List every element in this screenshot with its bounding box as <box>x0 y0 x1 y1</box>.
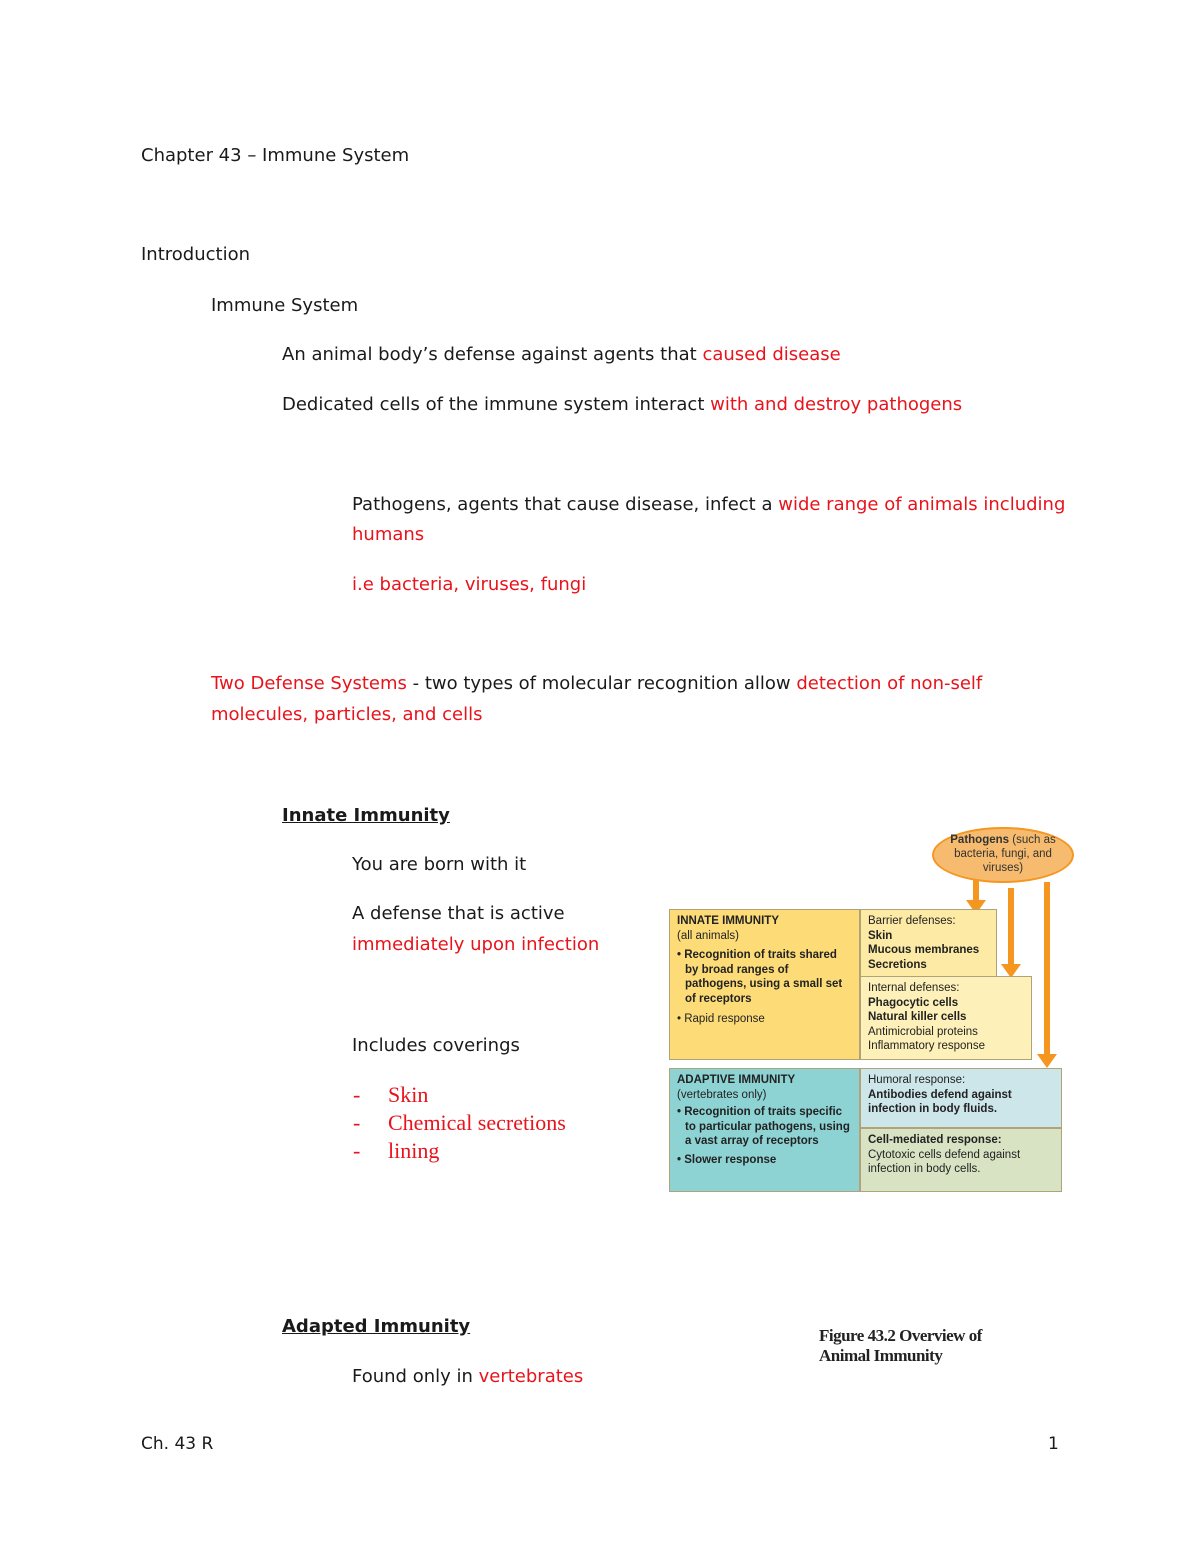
immune-system-heading: Immune System <box>211 295 359 316</box>
pathogens-oval-title: Pathogens <box>950 834 1010 846</box>
barrier-item: Secretions <box>868 958 927 971</box>
innate-heading: Innate Immunity <box>282 805 450 826</box>
adaptive-box-sub: (vertebrates only) <box>677 1088 767 1101</box>
adaptive-immunity-box <box>669 1068 860 1192</box>
innate-box-sub: (all animals) <box>677 929 739 942</box>
pathogens-line-2: humans <box>352 524 425 545</box>
two-defense-highlight: detection of non-self <box>796 673 983 694</box>
adaptive-box-bullet-1: • Recognition of traits specific to particular pathogens, using a vast array of receptors <box>677 1106 850 1147</box>
barrier-defenses-box <box>860 909 997 984</box>
two-defense-line-2: molecules, particles, and cells <box>211 704 483 725</box>
innate-coverings: Includes coverings <box>352 1035 520 1056</box>
page-title: Chapter 43 – Immune System <box>141 145 410 166</box>
innate-box-bullet-1: • Recognition of traits shared by broad ranges of pathogens, using a small set of receptors <box>677 949 843 1005</box>
page-number: 1 <box>1048 1434 1059 1454</box>
arrow-shaft-internal <box>1008 888 1014 966</box>
figure-caption-line-2: Animal Immunity <box>819 1346 943 1365</box>
pathogens-highlight: wide range of animals including <box>778 494 1066 515</box>
adapted-found-text: Found only in <box>352 1366 479 1387</box>
arrow-shaft-adaptive <box>1044 882 1050 1056</box>
barrier-item: Skin <box>868 929 893 942</box>
adaptive-box-bullet-2: • Slower response <box>677 1153 777 1166</box>
two-defense-label: Two Defense Systems <box>211 673 407 694</box>
covering-item-chemical: Chemical secretions <box>388 1110 566 1135</box>
intro-heading: Introduction <box>141 244 251 265</box>
covering-item-skin: Skin <box>388 1082 429 1107</box>
two-defense-line <box>211 669 982 699</box>
innate-immunity-box <box>669 909 860 1060</box>
pathogens-line <box>352 490 1065 520</box>
arrow-head-adaptive <box>1037 1054 1057 1068</box>
cell-mediated-text: Cytotoxic cells defend against infection in body cells. <box>868 1148 1021 1175</box>
immune-definition-text: An animal body’s defense against agents that <box>282 344 703 365</box>
covering-item-lining: lining <box>388 1138 440 1163</box>
humoral-response-box <box>860 1068 1062 1128</box>
arrow-shaft-barrier <box>973 880 979 902</box>
immune-cells-line <box>282 390 962 420</box>
list-bullet: - <box>353 1138 361 1163</box>
immune-definition <box>282 340 841 370</box>
cell-mediated-title: Cell-mediated response: <box>868 1134 1002 1146</box>
immune-cells-text: Dedicated cells of the immune system interact <box>282 394 711 415</box>
adapted-found <box>352 1362 583 1392</box>
adapted-found-highlight: vertebrates <box>478 1366 584 1387</box>
pathogens-oval-sub2: fungi, and viruses) <box>982 848 1052 874</box>
innate-born: You are born with it <box>352 854 527 875</box>
barrier-item: Mucous membranes <box>868 944 980 956</box>
humoral-title: Humoral response: <box>868 1074 966 1086</box>
internal-title: Internal defenses: <box>868 982 960 994</box>
internal-item: Phagocytic cells <box>868 996 959 1009</box>
immunity-overview-figure <box>664 830 1074 1200</box>
list-bullet: - <box>353 1110 361 1135</box>
cell-mediated-response-box <box>860 1128 1062 1192</box>
innate-box-title: INNATE IMMUNITY <box>677 915 780 927</box>
internal-item: Natural killer cells <box>868 1011 967 1023</box>
internal-defenses-box <box>860 976 1032 1060</box>
immune-cells-highlight: with and destroy pathogens <box>710 394 963 415</box>
immune-definition-highlight: caused disease <box>702 344 841 365</box>
pathogens-oval-sub1: (such as bacteria, <box>954 834 1056 860</box>
internal-item: Antimicrobial proteins <box>868 1025 978 1038</box>
internal-item: Inflammatory response <box>868 1040 985 1052</box>
pathogens-examples: i.e bacteria, viruses, fungi <box>352 574 587 595</box>
humoral-text: Antibodies defend against infection in body fluids. <box>868 1088 1012 1115</box>
two-defense-text: - two types of molecular recognition allow <box>406 673 797 694</box>
figure-caption-line-1: Figure 43.2 Overview of <box>819 1326 982 1345</box>
innate-box-bullet-2: • Rapid response <box>677 1013 765 1025</box>
footer-left: Ch. 43 R <box>141 1434 214 1454</box>
figure-caption <box>819 1326 982 1366</box>
adapted-heading: Adapted Immunity <box>282 1316 471 1337</box>
barrier-title: Barrier defenses: <box>868 915 956 927</box>
pathogens-text: Pathogens, agents that cause disease, infect a <box>352 494 779 515</box>
list-bullet: - <box>353 1082 361 1107</box>
adaptive-box-title: ADAPTIVE IMMUNITY <box>677 1074 796 1086</box>
pathogens-oval <box>932 827 1074 883</box>
innate-active-highlight: immediately upon infection <box>352 934 600 955</box>
innate-active: A defense that is active <box>352 903 565 924</box>
